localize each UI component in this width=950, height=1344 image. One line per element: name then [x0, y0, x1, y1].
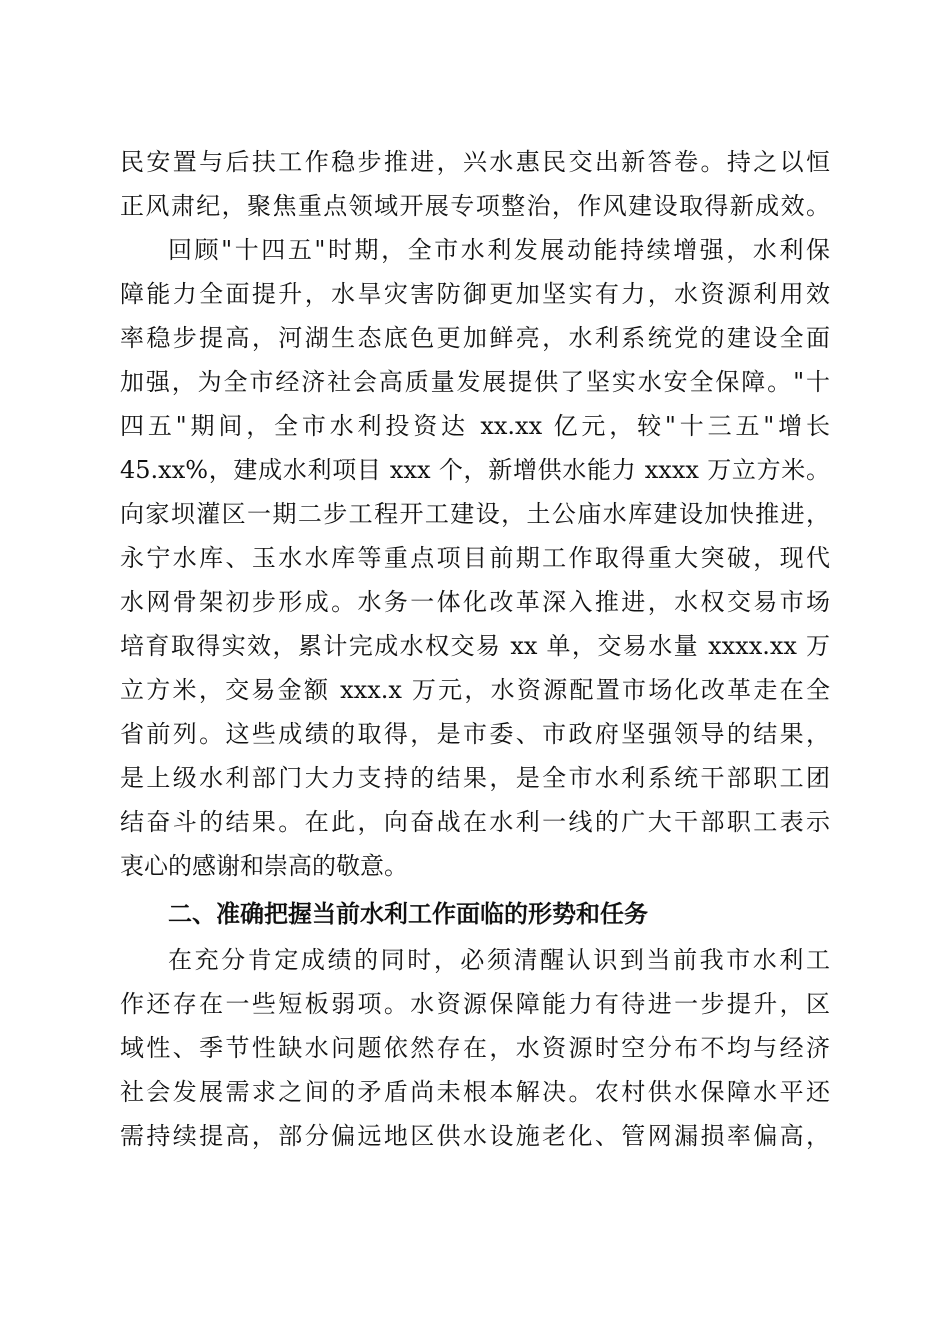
text-line: 省前列。这些成绩的取得，是市委、市政府坚强领导的结果， — [120, 720, 830, 748]
text-line: 作还存在一些短板弱项。水资源保障能力有待进一步提升，区 — [120, 990, 830, 1018]
text-line: 培育取得实效，累计完成水权交易 xx 单，交易水量 xxxx.xx 万 — [120, 632, 830, 660]
text-line: 加强，为全市经济社会高质量发展提供了坚实水安全保障。"十 — [120, 368, 830, 396]
document-body — [120, 140, 830, 1158]
text-line: 45.xx%，建成水利项目 xxx 个，新增供水能力 xxxx 万立方米。 — [120, 456, 830, 484]
text-line: 社会发展需求之间的矛盾尚未根本解决。农村供水保障水平还 — [120, 1078, 830, 1106]
text-line: 衷心的感谢和崇高的敬意。 — [120, 852, 408, 880]
text-line: 水网骨架初步形成。水务一体化改革深入推进，水权交易市场 — [120, 588, 830, 616]
text-line: 立方米，交易金额 xxx.x 万元，水资源配置市场化改革走在全 — [120, 676, 830, 704]
text-line: 回顾"十四五"时期，全市水利发展动能持续增强，水利保 — [168, 236, 830, 264]
text-line: 在充分肯定成绩的同时，必须清醒认识到当前我市水利工 — [168, 946, 830, 974]
text-line: 四五"期间，全市水利投资达 xx.xx 亿元，较"十三五"增长 — [120, 412, 830, 440]
text-line: 率稳步提高，河湖生态底色更加鲜亮，水利系统党的建设全面 — [120, 324, 830, 352]
text-line: 永宁水库、玉水水库等重点项目前期工作取得重大突破，现代 — [120, 544, 830, 572]
text-line: 障能力全面提升，水旱灾害防御更加坚实有力，水资源利用效 — [120, 280, 830, 308]
text-line: 需持续提高，部分偏远地区供水设施老化、管网漏损率偏高， — [120, 1122, 830, 1150]
text-line: 民安置与后扶工作稳步推进，兴水惠民交出新答卷。持之以恒 — [120, 148, 830, 176]
text-line: 结奋斗的结果。在此，向奋战在水利一线的广大干部职工表示 — [120, 808, 830, 836]
text-line: 正风肃纪，聚焦重点领域开展专项整治，作风建设取得新成效。 — [120, 192, 830, 220]
section-heading: 二、准确把握当前水利工作面临的形势和任务 — [168, 900, 648, 928]
text-line: 域性、季节性缺水问题依然存在，水资源时空分布不均与经济 — [120, 1034, 830, 1062]
text-line: 向家坝灌区一期二步工程开工建设，土公庙水库建设加快推进， — [120, 500, 830, 528]
text-line: 是上级水利部门大力支持的结果，是全市水利系统干部职工团 — [120, 764, 830, 792]
